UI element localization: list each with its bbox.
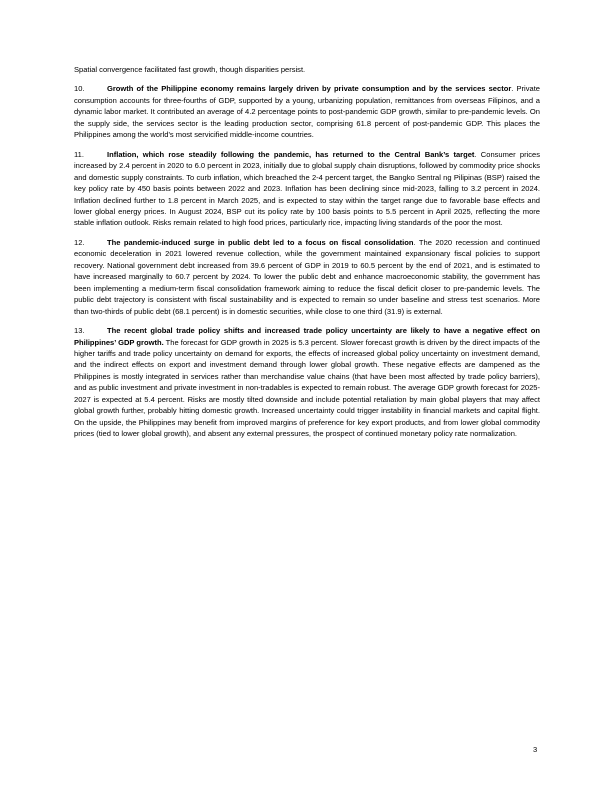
paragraph-headline: Growth of the Philippine economy remains largely driven by private consumption and by the services sector [107, 84, 512, 94]
paragraph-11 [74, 149, 540, 229]
paragraph-body: Consumer prices increased by 2.4 percent in 2020 to 6.0 percent in 2023, initially due to global supply chain disruptions, followed by commodity price shocks and domestic supply constraints. To curb inflation, which breached the 2-4 percent target, the Bangko Sentral ng Pilipinas (BSP) raised the key policy rate by 450 basis points between 2022 and 2023. Inflation has been declining since mid-2023, falling to 3.2 percent in 2024. Inflation declined further to 1.8 percent in March 2025, and is expected to stay within the target range due to favorable base effects and lower global energy prices. In August 2024, BSP cut its policy rate by 100 basis points to 5.5 percent in April 2025, reflecting the more stable inflation outlook. Risks remain related to high food prices, particularly rice, impacting living standards of the poor the most. [74, 149, 540, 228]
page-number: 3 [533, 745, 538, 754]
paragraph-number: 11. [74, 149, 84, 159]
paragraph-12 [74, 237, 540, 317]
paragraph-headline: The recent global trade policy shifts and increased trade policy uncertainty are likely to have a negative effect on Philippines’ GDP growth. [74, 326, 540, 347]
paragraph-number: 13. [74, 326, 85, 336]
headline-end: . [511, 84, 514, 94]
paragraph-10 [74, 83, 540, 140]
paragraph-body: Private consumption accounts for three-fourths of GDP, supported by a young, urbanizing population, remittances from overseas Filipinos, and a dynamic labor market. It contributed an average of 4.2 percentage points to post-pandemic GDP growth, similar to pre-pandemic levels. On the supply side, the services sector is the leading production sector, comprising 61.8 percent of post-pandemic GDP. This places the Philippines among the world’s most servicified middle-income countries. [74, 84, 540, 140]
lead-line: Spatial convergence facilitated fast growth, though disparities persist. [74, 65, 306, 74]
paragraph-headline: Inflation, which rose steadily following the pandemic, has returned to the Central Bank’s target [107, 149, 475, 159]
paragraph-body: The forecast for GDP growth in 2025 is 5.3 percent. Slower forecast growth is driven by the direct impacts of the higher tariffs and trade policy uncertainty on demand for exports, the effects of increased global policy uncertainty on investment demand, and the indirect effects on export and investment demand through lower global growth. These negative effects are dampened as the Philippines is mostly integrated in services rather than merchandise value chains (that have been most affected by trade policy barriers), and as public investment and private investment in non-tradables is expected to remain robust. The average GDP growth forecast for 2025-2027 is expected at 5.4 percent. Risks are mostly tilted downside and include potential retaliation by main global players that may affect global growth further, probably hitting domestic growth. Increased uncertainty could trigger instability in financial markets and capital flight. On the upside, the Philippines may benefit from improved margins of preference for key export products, and from lower global commodity prices (tied to lower global growth), and absent any external pressures, the prospect of continued monetary policy rate normalization. [74, 337, 540, 439]
paragraph-number: 10. [74, 84, 85, 94]
paragraph-number: 12. [74, 237, 85, 247]
paragraph-13 [74, 325, 540, 440]
headline-end: . [413, 237, 416, 247]
paragraph-headline: The pandemic-induced surge in public debt led to a focus on fiscal consolidation [107, 237, 414, 247]
headline-end: . [474, 149, 477, 159]
body-text [74, 64, 540, 448]
paragraph-body: The 2020 recession and continued economic deceleration in 2021 lowered revenue collection, while the government maintained expansionary fiscal policies to support recovery. National government debt increased from 39.6 percent of GDP in 2019 to 60.5 percent by the end of 2021, and is estimated to have increased marginally to 60.7 percent by 2024. To lower the public debt and enhance macroeconomic stability, the government has been implementing a medium-term fiscal consolidation framework aiming to reduce the fiscal deficit closer to pre-pandemic levels. The public debt trajectory is consistent with fiscal sustainability and is expected to remain so under baseline and stress test scenarios. More than two-thirds of public debt (68.1 percent) is in domestic securities, while close to one third (31.9) is external. [74, 237, 540, 316]
